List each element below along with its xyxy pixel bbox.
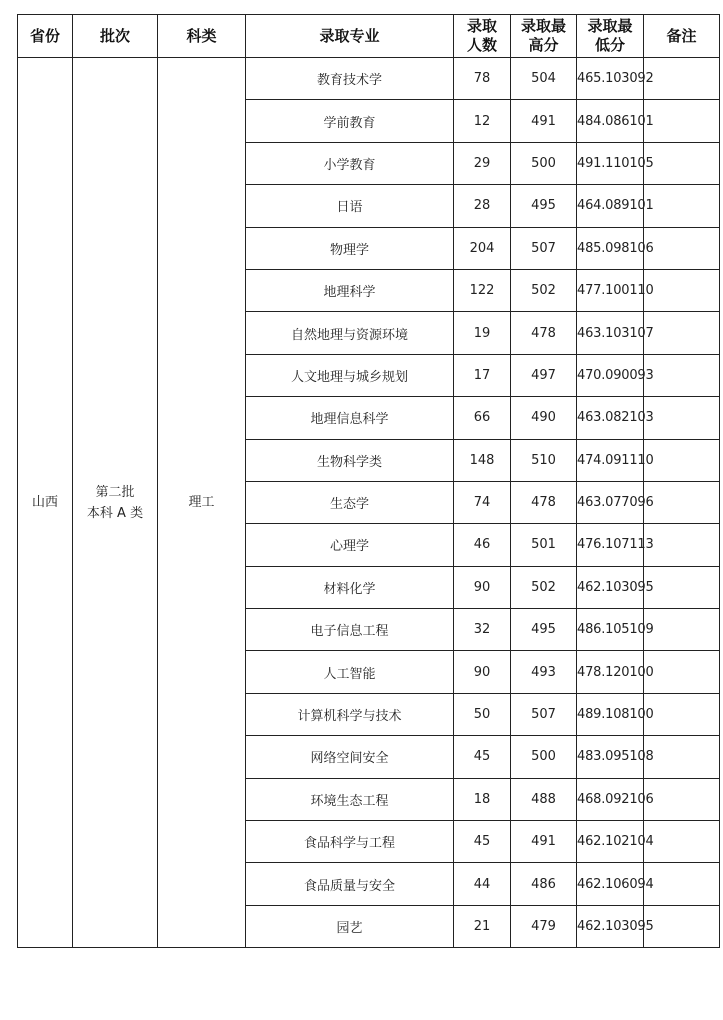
header-batch: 批次 — [73, 15, 158, 58]
note-cell — [644, 481, 720, 523]
min-score-cell: 484.086101 — [577, 100, 644, 142]
max-score-cell: 510 — [511, 439, 577, 481]
note-cell — [644, 227, 720, 269]
major-cell: 环境生态工程 — [246, 778, 454, 820]
count-cell: 29 — [454, 142, 511, 184]
header-max-line2: 高分 — [528, 36, 559, 54]
min-score-cell: 474.091110 — [577, 439, 644, 481]
batch-cell — [73, 58, 158, 948]
max-score-cell: 493 — [511, 651, 577, 693]
max-score-cell: 490 — [511, 397, 577, 439]
min-score-cell: 463.103107 — [577, 312, 644, 354]
min-score-cell: 477.100110 — [577, 269, 644, 311]
header-major: 录取专业 — [246, 15, 454, 58]
max-score-cell: 500 — [511, 736, 577, 778]
note-cell — [644, 185, 720, 227]
max-score-cell: 502 — [511, 269, 577, 311]
note-cell — [644, 397, 720, 439]
note-cell — [644, 566, 720, 608]
major-cell: 材料化学 — [246, 566, 454, 608]
count-cell: 204 — [454, 227, 511, 269]
max-score-cell: 507 — [511, 227, 577, 269]
note-cell — [644, 100, 720, 142]
count-cell: 17 — [454, 354, 511, 396]
note-cell — [644, 524, 720, 566]
province-cell: 山西 — [18, 58, 73, 948]
major-cell: 小学教育 — [246, 142, 454, 184]
max-score-cell: 491 — [511, 821, 577, 863]
max-score-cell: 495 — [511, 609, 577, 651]
header-min-line1: 录取最 — [587, 17, 633, 35]
count-cell: 45 — [454, 821, 511, 863]
count-cell: 122 — [454, 269, 511, 311]
min-score-cell: 489.108100 — [577, 693, 644, 735]
header-count-line1: 录取 — [466, 17, 497, 35]
major-cell: 食品科学与工程 — [246, 821, 454, 863]
major-cell: 生物科学类 — [246, 439, 454, 481]
header-row — [18, 15, 720, 58]
major-cell: 电子信息工程 — [246, 609, 454, 651]
count-cell: 45 — [454, 736, 511, 778]
max-score-cell: 479 — [511, 905, 577, 947]
max-score-cell: 486 — [511, 863, 577, 905]
header-max-line1: 录取最 — [520, 17, 566, 35]
count-cell: 50 — [454, 693, 511, 735]
count-cell: 148 — [454, 439, 511, 481]
major-cell: 物理学 — [246, 227, 454, 269]
major-cell: 生态学 — [246, 481, 454, 523]
table-row — [18, 58, 720, 100]
min-score-cell: 462.102104 — [577, 821, 644, 863]
count-cell: 12 — [454, 100, 511, 142]
major-cell: 日语 — [246, 185, 454, 227]
note-cell — [644, 58, 720, 100]
min-score-cell: 486.105109 — [577, 609, 644, 651]
count-cell: 74 — [454, 481, 511, 523]
header-min-line2: 低分 — [594, 36, 625, 54]
max-score-cell: 478 — [511, 312, 577, 354]
admission-table — [17, 14, 720, 948]
note-cell — [644, 905, 720, 947]
note-cell — [644, 736, 720, 778]
min-score-cell: 476.107113 — [577, 524, 644, 566]
count-cell: 32 — [454, 609, 511, 651]
major-cell: 学前教育 — [246, 100, 454, 142]
min-score-cell: 491.110105 — [577, 142, 644, 184]
max-score-cell: 495 — [511, 185, 577, 227]
count-cell: 44 — [454, 863, 511, 905]
note-cell — [644, 863, 720, 905]
max-score-cell: 491 — [511, 100, 577, 142]
header-notes: 备注 — [644, 15, 720, 58]
count-cell: 46 — [454, 524, 511, 566]
count-cell: 90 — [454, 566, 511, 608]
note-cell — [644, 651, 720, 693]
max-score-cell: 504 — [511, 58, 577, 100]
max-score-cell: 500 — [511, 142, 577, 184]
major-cell: 人工智能 — [246, 651, 454, 693]
major-cell: 人文地理与城乡规划 — [246, 354, 454, 396]
min-score-cell: 463.082103 — [577, 397, 644, 439]
min-score-cell: 463.077096 — [577, 481, 644, 523]
min-score-cell: 470.090093 — [577, 354, 644, 396]
major-cell: 教育技术学 — [246, 58, 454, 100]
min-score-cell: 483.095108 — [577, 736, 644, 778]
note-cell — [644, 439, 720, 481]
min-score-cell: 485.098106 — [577, 227, 644, 269]
note-cell — [644, 354, 720, 396]
major-cell: 网络空间安全 — [246, 736, 454, 778]
batch-line-2: 本科 A 类 — [86, 505, 144, 521]
header-category: 科类 — [158, 15, 246, 58]
count-cell: 78 — [454, 58, 511, 100]
header-count — [454, 15, 511, 58]
note-cell — [644, 269, 720, 311]
max-score-cell: 507 — [511, 693, 577, 735]
min-score-cell: 465.103092 — [577, 58, 644, 100]
major-cell: 园艺 — [246, 905, 454, 947]
note-cell — [644, 778, 720, 820]
max-score-cell: 502 — [511, 566, 577, 608]
major-cell: 食品质量与安全 — [246, 863, 454, 905]
count-cell: 28 — [454, 185, 511, 227]
header-min-score — [577, 15, 644, 58]
count-cell: 66 — [454, 397, 511, 439]
note-cell — [644, 693, 720, 735]
header-max-score — [511, 15, 577, 58]
major-cell: 自然地理与资源环境 — [246, 312, 454, 354]
max-score-cell: 478 — [511, 481, 577, 523]
min-score-cell: 478.120100 — [577, 651, 644, 693]
min-score-cell: 464.089101 — [577, 185, 644, 227]
major-cell: 心理学 — [246, 524, 454, 566]
header-province: 省份 — [18, 15, 73, 58]
note-cell — [644, 312, 720, 354]
count-cell: 18 — [454, 778, 511, 820]
note-cell — [644, 609, 720, 651]
header-count-line2: 人数 — [466, 36, 497, 54]
major-cell: 地理科学 — [246, 269, 454, 311]
count-cell: 21 — [454, 905, 511, 947]
min-score-cell: 462.106094 — [577, 863, 644, 905]
max-score-cell: 488 — [511, 778, 577, 820]
min-score-cell: 462.103095 — [577, 566, 644, 608]
major-cell: 地理信息科学 — [246, 397, 454, 439]
min-score-cell: 462.103095 — [577, 905, 644, 947]
batch-line-1: 第二批 — [95, 484, 135, 500]
major-cell: 计算机科学与技术 — [246, 693, 454, 735]
count-cell: 90 — [454, 651, 511, 693]
note-cell — [644, 821, 720, 863]
table-body — [18, 58, 720, 948]
count-cell: 19 — [454, 312, 511, 354]
max-score-cell: 501 — [511, 524, 577, 566]
min-score-cell: 468.092106 — [577, 778, 644, 820]
category-cell: 理工 — [158, 58, 246, 948]
max-score-cell: 497 — [511, 354, 577, 396]
note-cell — [644, 142, 720, 184]
